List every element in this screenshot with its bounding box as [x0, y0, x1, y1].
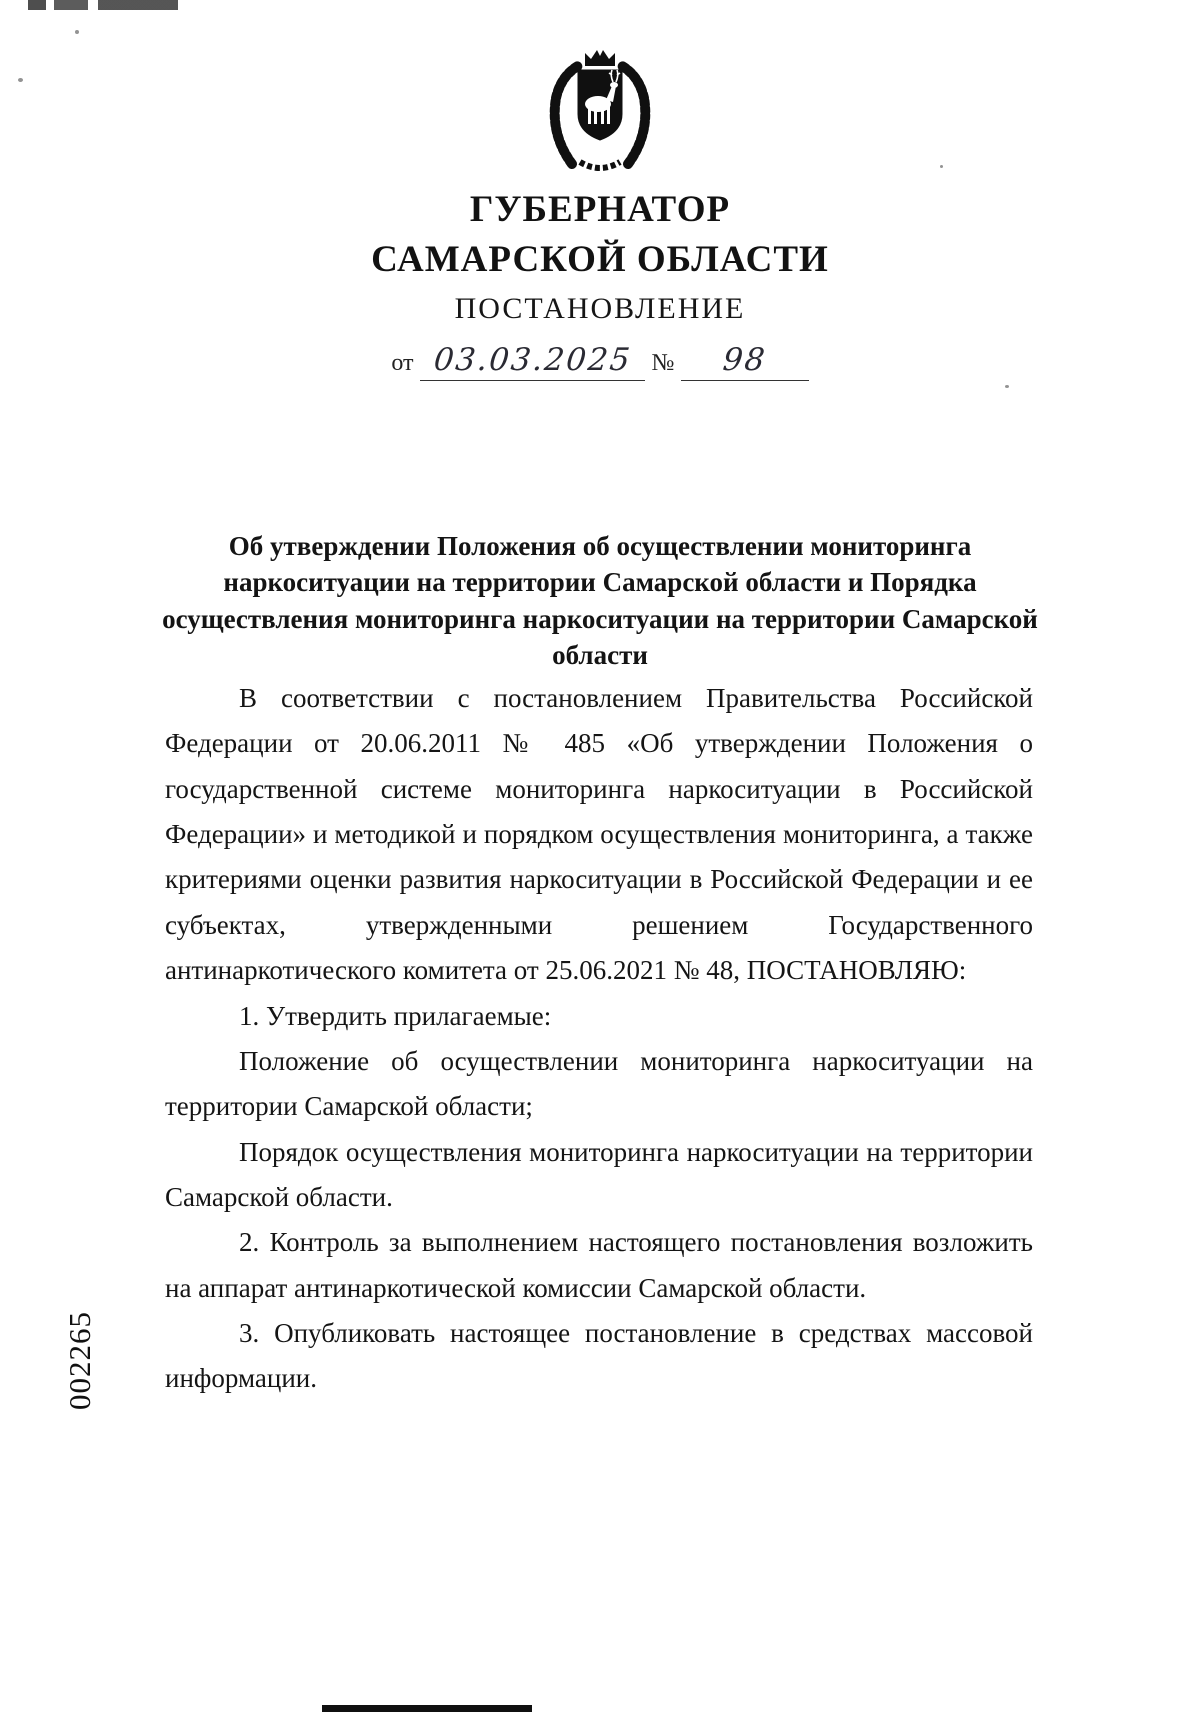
date-field — [420, 342, 646, 381]
org-name-line1: ГУБЕРНАТОР — [469, 189, 731, 230]
document-body — [165, 676, 1033, 1402]
scan-artifact — [322, 1705, 532, 1712]
paragraph: Порядок осуществления мониторинга наркоситуации на территории Самарской области. — [165, 1136, 1033, 1212]
scan-artifact — [940, 165, 943, 168]
scan-artifact — [18, 78, 23, 82]
paragraph: 1. Утвердить прилагаемые: — [239, 1000, 552, 1031]
paragraph: 2. Контроль за выполнением настоящего постановления возложить на аппарат антинаркотической комиссии Самарской области. — [165, 1227, 1033, 1303]
registration-number-text: 002265 — [62, 1311, 97, 1410]
coat-of-arms — [540, 42, 660, 182]
paragraph: В соответствии с постановлением Правительства Российской Федерации от 20.06.2011 № 485 «Об утверждении Положения о государственной системе мониторинга наркоситуации в Российской Федерации» и методикой и порядком осуществления мониторинга, а также критериями оценки развития наркоситуации в Российской Федерации и ее субъектах, утвержденными решением Государственного антинаркотического комитета от 25.06.2021 № 48, ПОСТАНОВЛЯЮ: — [165, 683, 1033, 986]
handwritten-number: 98 — [721, 342, 769, 378]
scan-artifact — [28, 0, 178, 10]
paragraph: Положение об осуществлении мониторинга наркоситуации на территории Самарской области; — [165, 1045, 1033, 1122]
number-prefix: № — [651, 350, 675, 376]
number-field — [681, 342, 809, 381]
paragraph: 3. Опубликовать настоящее постановление в средствах массовой информации. — [165, 1318, 1033, 1394]
scan-artifact — [1005, 385, 1009, 388]
date-prefix: от — [391, 350, 414, 376]
scan-artifact — [75, 30, 79, 34]
handwritten-date: 03.03.2025 — [431, 342, 634, 378]
coat-of-arms-icon — [540, 42, 660, 182]
registration-number — [62, 1310, 182, 1430]
document-type: ПОСТАНОВЛЕНИЕ — [454, 292, 746, 325]
org-name-line2: САМАРСКОЙ ОБЛАСТИ — [371, 239, 829, 280]
document-title: Об утверждении Положения об осуществлении мониторинга наркоситуации на территории Самарской области и Порядка осуществления мониторинга наркоситуации на территории Самарской области — [162, 531, 1038, 671]
date-number-line — [0, 342, 1200, 381]
